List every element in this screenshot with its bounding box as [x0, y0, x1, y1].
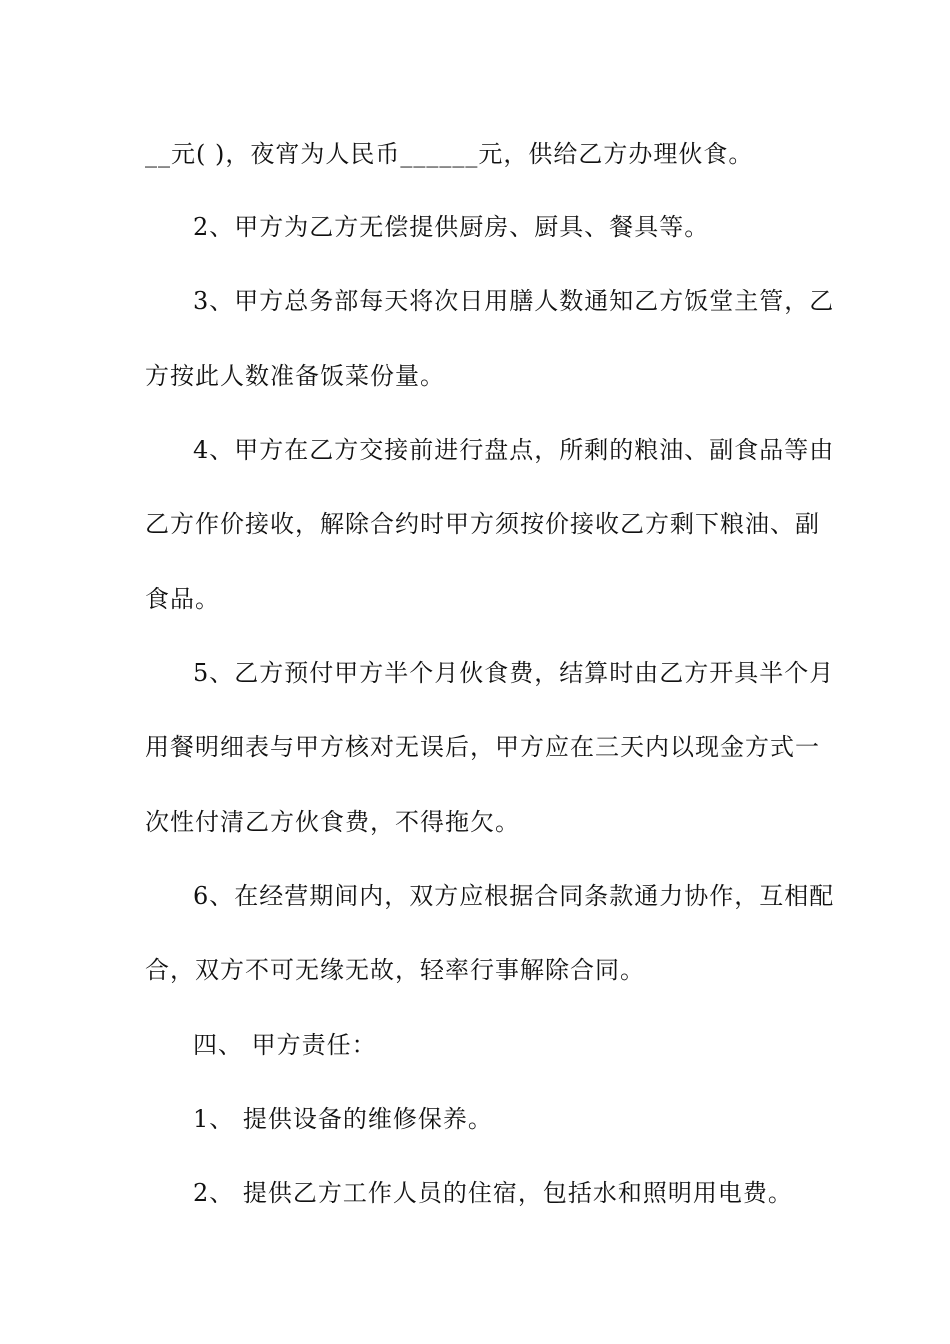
- text-line: 合，双方不可无缘无故，轻率行事解除合同。: [145, 956, 645, 984]
- text-line: 食品。: [145, 585, 220, 613]
- text-line: 1、 提供设备的维修保养。: [193, 1105, 493, 1133]
- text-line: 2、 提供乙方工作人员的住宿，包括水和照明用电费。: [193, 1179, 793, 1207]
- text-line: 3、甲方总务部每天将次日用膳人数通知乙方饭堂主管，乙: [193, 287, 835, 315]
- text-line: 方按此人数准备饭菜份量。: [145, 362, 445, 390]
- text-line: 2、甲方为乙方无偿提供厨房、厨具、餐具等。: [193, 213, 710, 241]
- section-heading: 四、 甲方责任：: [193, 1031, 377, 1059]
- text-line: 次性付清乙方伙食费，不得拖欠。: [145, 808, 520, 836]
- text-line: 6、在经营期间内，双方应根据合同条款通力协作，互相配: [193, 882, 835, 910]
- text-line: 乙方作价接收，解除合约时甲方须按价接收乙方剩下粮油、副: [145, 510, 820, 538]
- text-line: __元( )，夜宵为人民币______元，供给乙方办理伙食。: [145, 140, 754, 168]
- text-line: 5、乙方预付甲方半个月伙食费，结算时由乙方开具半个月: [193, 659, 835, 687]
- text-line: 4、甲方在乙方交接前进行盘点，所剩的粮油、副食品等由: [193, 436, 835, 464]
- text-line: 用餐明细表与甲方核对无误后，甲方应在三天内以现金方式一: [145, 733, 820, 761]
